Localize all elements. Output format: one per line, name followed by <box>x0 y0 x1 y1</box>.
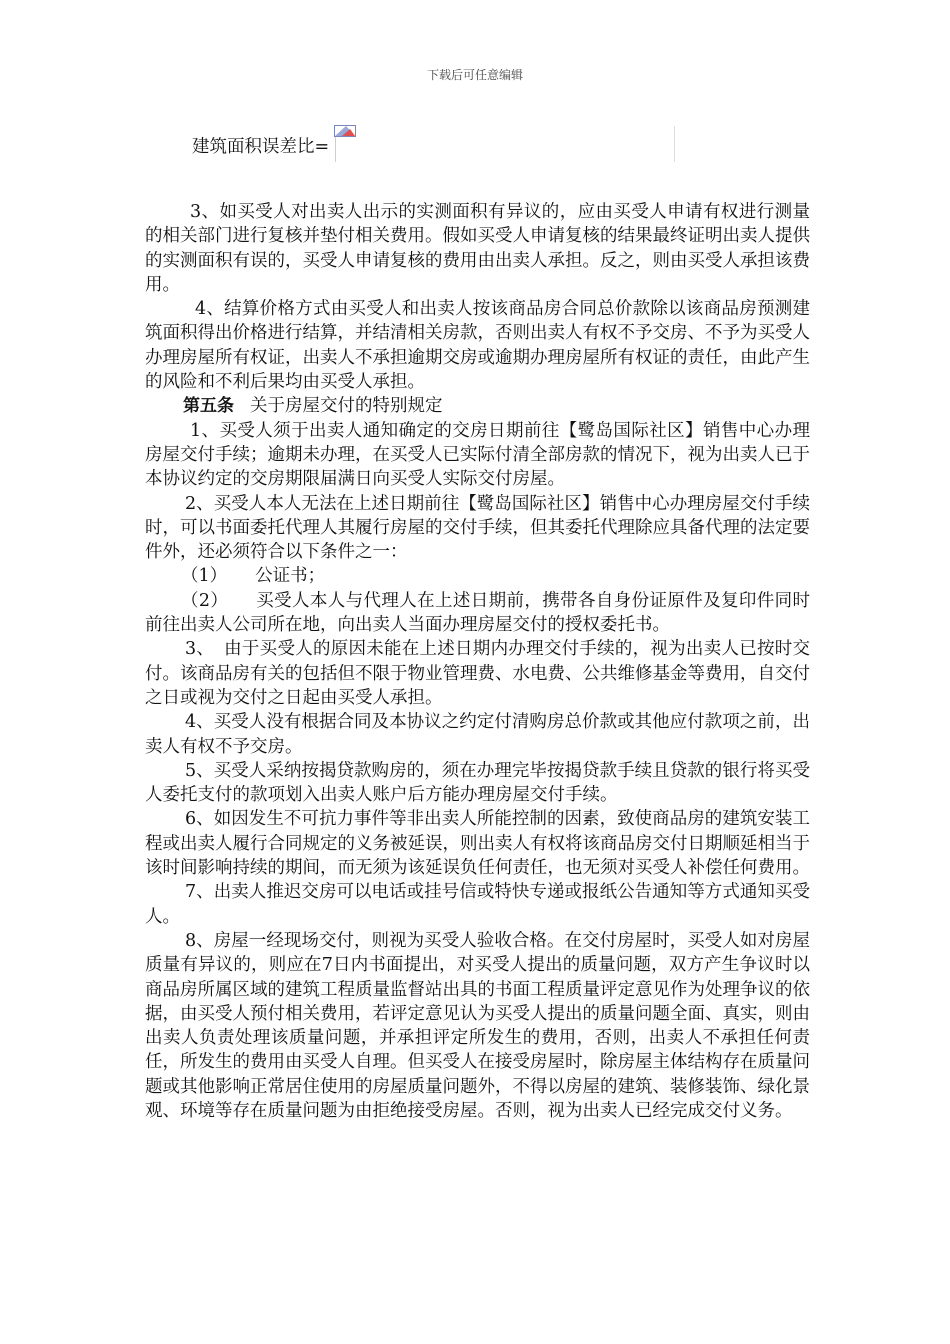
article-5-heading <box>145 394 810 418</box>
document-body <box>145 200 810 1123</box>
condition-1-text: 公证书； <box>255 566 326 587</box>
article-5-item-4: 4、买受人没有根据合同及本协议之约定付清购房总价款或其他应付款项之前，出卖人有权不予交房。 <box>145 712 810 757</box>
condition-2 <box>145 589 810 638</box>
article-5-item-5: 5、买受人采纳按揭贷款购房的，须在办理完毕按揭贷款手续且贷款的银行将买受人委托支付的款项划入出卖人账户后方能办理房屋交付手续。 <box>145 760 810 806</box>
article-5-item-8: 8、房屋一经现场交付，则视为买受人验收合格。在交付房屋时，买受人如对房屋质量有异议的，则应在7日内书面提出，对买受人提出的质量问题，双方产生争议时以商品房所属区域的建筑工程质量监督站出具的书面工程质量评定意见作为处理争议的依据，由买受人预付相关费用，若评定意见认为买受人提出的质量问题全面、真实，则由出卖人负责处理该质量问题，并承担评定所发生的费用，否则，出卖人不承担任何责任，所发生的费用由买受人自理。但买受人在接受房屋时，除房屋主体结构存在质量问题或其他影响正常居住使用的房屋质量问题外，不得以房屋的建筑、装修装饰、绿化景观、环境等存在质量问题为由拒绝接受房屋。否则，视为出卖人已经完成交付义务。 <box>145 930 810 1121</box>
article-5-item-2: 2、买受人本人无法在上述日期前往【鹭岛国际社区】销售中心办理房屋交付手续时，可以书面委托代理人其履行房屋的交付手续，但其委托代理除应具备代理的法定要件外，还必须符合以下条件之一： <box>145 493 810 563</box>
paragraph-clause-4: 4、结算价格方式由买受人和出卖人按该商品房合同总价款除以该商品房预测建筑面积得出价格进行结算，并结清相关房款，否则出卖人有权不予交房、不予为买受人办理房屋所有权证，出卖人不承担逾期交房或逾期办理房屋所有权证的责任，由此产生的风险和不利后果均由买受人承担。 <box>145 299 810 393</box>
paragraph-clause-3: 3、如买受人对出卖人出示的实测面积有异议的，应由买受人申请有权进行测量的相关部门进行复核并垫付相关费用。假如买受人申请复核的结果最终证明出卖人提供的实测面积有误的，买受人申请复核的费用由出卖人承担。反之，则由买受人承担该费用。 <box>145 202 810 295</box>
article-5-item-3 <box>145 637 810 710</box>
article-5-item-1: 1、买受人须于出卖人通知确定的交房日期前往【鹭岛国际社区】销售中心办理房屋交付手续；逾期未办理，在买受人已实际付清全部房款的情况下，视为出卖人已于本协议约定的交房期限届满日向买受人实际交付房屋。 <box>145 420 810 490</box>
article-5-label: 第五条 <box>183 396 234 417</box>
item-3-number: 3、 <box>185 639 215 660</box>
formula-image-icon <box>334 125 356 137</box>
condition-1 <box>145 564 810 588</box>
area-error-ratio-label: 建筑面积误差比= <box>192 137 330 157</box>
condition-2-text: 买受人本人与代理人在上述日期前，携带各自身份证原件及复印件同时前往出卖人公司所在地，向出卖人当面办理房屋交付的授权委托书。 <box>145 590 810 636</box>
condition-2-number: （2） <box>181 590 229 611</box>
page-header: 下载后可任意编辑 <box>426 68 523 82</box>
article-5-item-7: 7、出卖人推迟交房可以电话或挂号信或特快专递或报纸公告通知等方式通知买受人。 <box>145 882 810 927</box>
formula-divider-right <box>674 126 675 162</box>
item-3-text: 由于买受人的原因未能在上述日期内办理交付手续的，视为出卖人已按时交付。该商品房有关的包括但不限于物业管理费、水电费、公共维修基金等费用，自交付之日或视为交付之日起由买受人承担。 <box>145 639 810 708</box>
article-5-item-6: 6、如因发生不可抗力事件等非出卖人所能控制的因素，致使商品房的建筑安装工程或出卖人履行合同规定的义务被延误，则出卖人有权将该商品房交付日期顺延相当于该时间影响持续的期间，而无须为该延误负任何责任，也无须对买受人补偿任何费用。 <box>145 809 810 879</box>
article-5-title: 关于房屋交付的特别规定 <box>250 396 443 417</box>
condition-1-number: （1） <box>181 566 228 587</box>
